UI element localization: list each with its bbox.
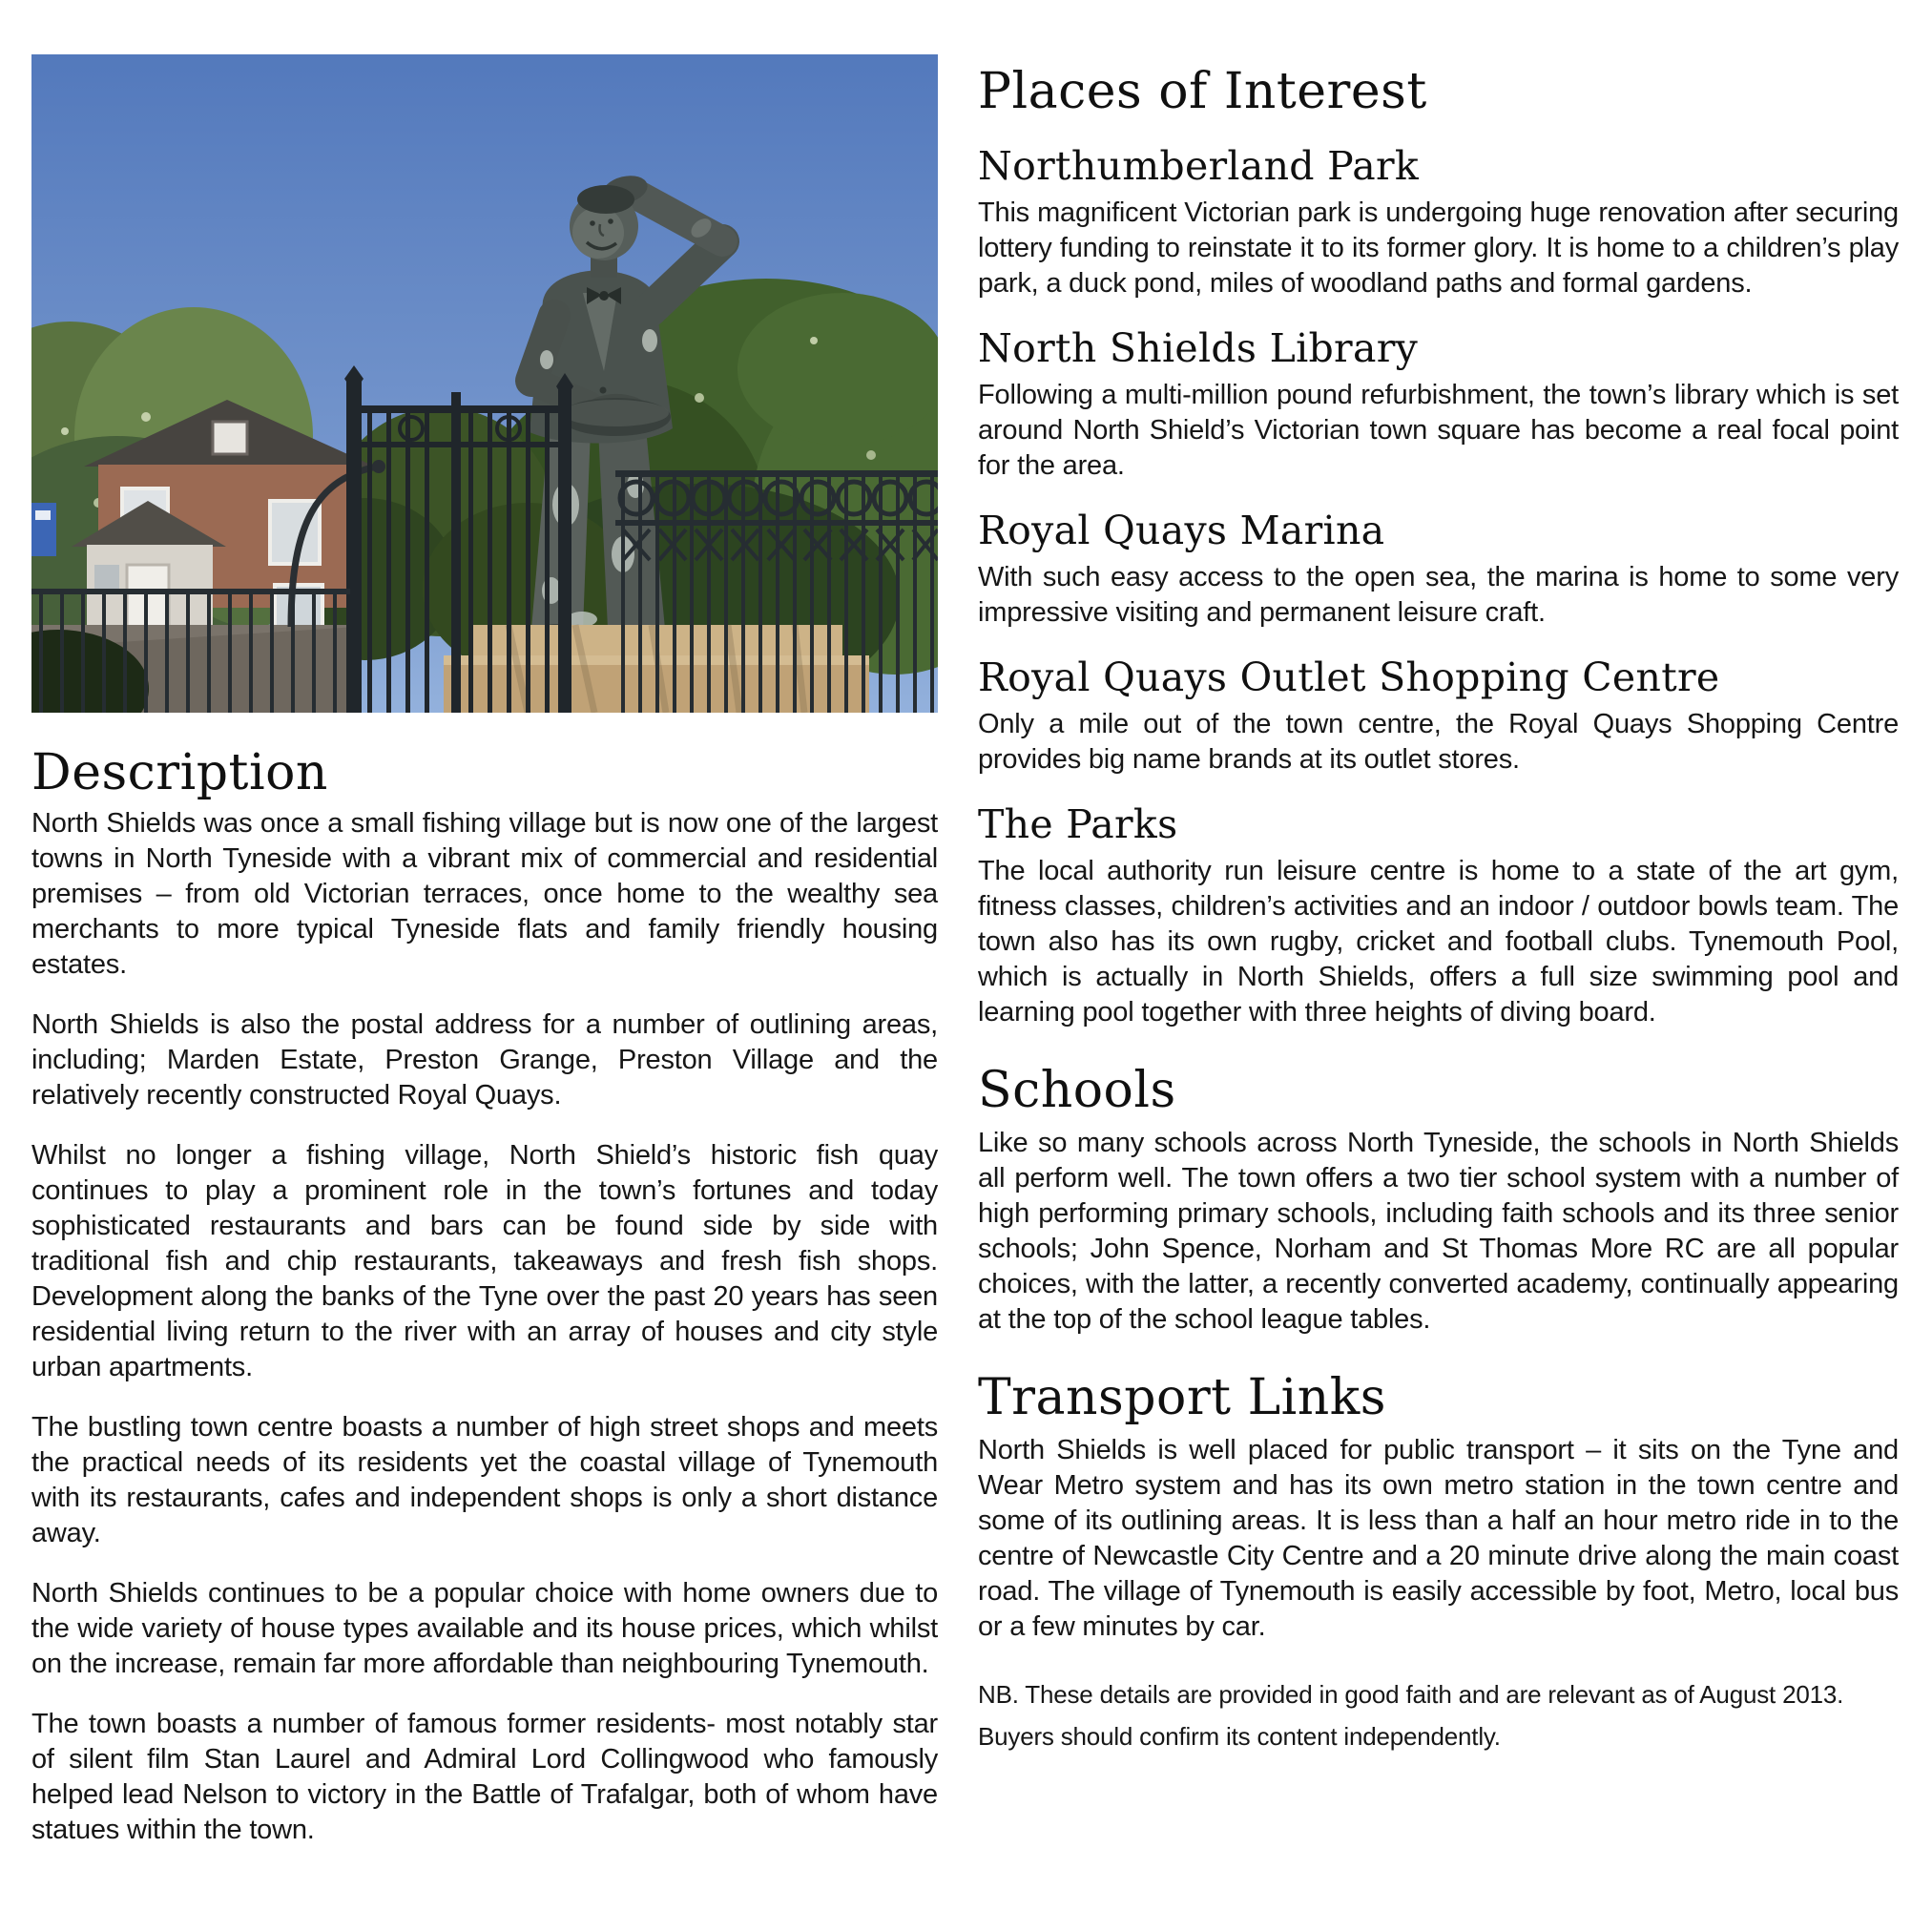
transport-links-text: North Shields is well placed for public transport – it sits on the Tyne and Wear Metro system and has its own metro station in the town centre and some of its outlining areas. It is less than a half an hour metro ride in to the centre of Newcastle City Centre and a 20 minute drive along the main coast road. The village of Tynemouth is easily accessible by foot, Metro, local bus or a few minutes by car. [978, 1435, 1899, 1642]
disclaimer-line-1: NB. These details are provided in good faith and are relevant as of August 2013. [978, 1680, 1844, 1709]
description-paragraph-5: North Shields continues to be a popular choice with home owners due to the wide variety of house types available and its house prices, which whilst on the increase, remain far more affordable than neighbouring Tynemouth. [31, 1578, 938, 1679]
blue-sign-glyph [35, 510, 51, 520]
the-parks-heading: The Parks [978, 801, 1178, 847]
statue-photo [31, 54, 938, 713]
statue-photo-illustration [31, 54, 938, 713]
the-parks-text: The local authority run leisure centre is home to a state of the art gym, fitness classes, children’s activities and an indoor / outdoor bowls team. The town also has its own rugby, cricket and football clubs. Tynemouth Pool, which is actually in North Shields, offers a full size swimming pool and learning pool together with three heights of diving board. [978, 856, 1899, 1028]
description-paragraph-4: The bustling town centre boasts a number of high street shops and meets the practical needs of its residents yet the coastal village of Tynemouth with its restaurants, cafes and independent shops is only a short distance away. [31, 1412, 938, 1548]
royal-quays-outlet-text: Only a mile out of the town centre, the Royal Quays Shopping Centre provides big name brands at its outlet stores. [978, 709, 1899, 775]
ground [31, 625, 356, 713]
north-shields-library-text: Following a multi-million pound refurbishment, the town’s library which is set around North Shield’s Victorian town square has become a real focal point for the area. [978, 380, 1899, 481]
description-heading: Description [31, 744, 328, 801]
disclaimer-note [978, 1673, 1899, 1757]
description-paragraph-1: North Shields was once a small fishing village but is now one of the largest towns in North Tyneside with a vibrant mix of commercial and residential premises – from old Victorian terraces, once home to the wealthy sea merchants to more typical Tyneside flats and family friendly housing estates. [31, 808, 938, 980]
schools-text: Like so many schools across North Tyneside, the schools in North Shields all perform well. The town offers a two tier school system with a number of high performing primary schools, including faith schools and its three senior schools; John Spence, Norham and St Thomas More RC are all popular choices, with the latter, a recently converted academy, continually appearing at the top of the school league tables. [978, 1128, 1899, 1335]
description-paragraph-6: The town boasts a number of famous former residents- most notably star of silent film Stan Laurel and Admiral Lord Collingwood who famously helped lead Nelson to victory in the Battle of Trafalgar, both of whom have statues within the town. [31, 1709, 938, 1845]
northumberland-park-text: This magnificent Victorian park is undergoing huge renovation after securing lottery funding to reinstate it to its former glory. It is home to a children’s play park, a duck pond, miles of woodland paths and formal gardens. [978, 197, 1899, 299]
left-column [31, 54, 938, 1931]
places-of-interest-heading: Places of Interest [978, 63, 1427, 120]
description-paragraph-2: North Shields is also the postal address for a number of outlining areas, including; Marden Estate, Preston Grange, Preston Village and the relatively recently constructed Royal Quays. [31, 1009, 938, 1111]
disclaimer-line-2: Buyers should confirm its content independently. [978, 1722, 1501, 1751]
description-paragraph-3: Whilst no longer a fishing village, North Shield’s historic fish quay continues to play a prominent role in the town’s fortunes and today sophisticated restaurants and bars can be found side by side with traditional fish and chip restaurants, takeaways and fresh fish shops. Development along the banks of the Tyne over the past 20 years has seen residential living return to the river with an array of houses and city style urban apartments. [31, 1140, 938, 1382]
northumberland-park-heading: Northumberland Park [978, 143, 1420, 189]
royal-quays-marina-text: With such easy access to the open sea, the marina is home to some very impressive visiting and permanent leisure craft. [978, 562, 1899, 628]
north-shields-library-heading: North Shields Library [978, 325, 1419, 371]
royal-quays-marina-heading: Royal Quays Marina [978, 508, 1385, 553]
royal-quays-outlet-heading: Royal Quays Outlet Shopping Centre [978, 654, 1720, 700]
right-column [978, 54, 1899, 1931]
schools-heading: Schools [978, 1062, 1176, 1119]
transport-links-heading: Transport Links [978, 1369, 1386, 1426]
